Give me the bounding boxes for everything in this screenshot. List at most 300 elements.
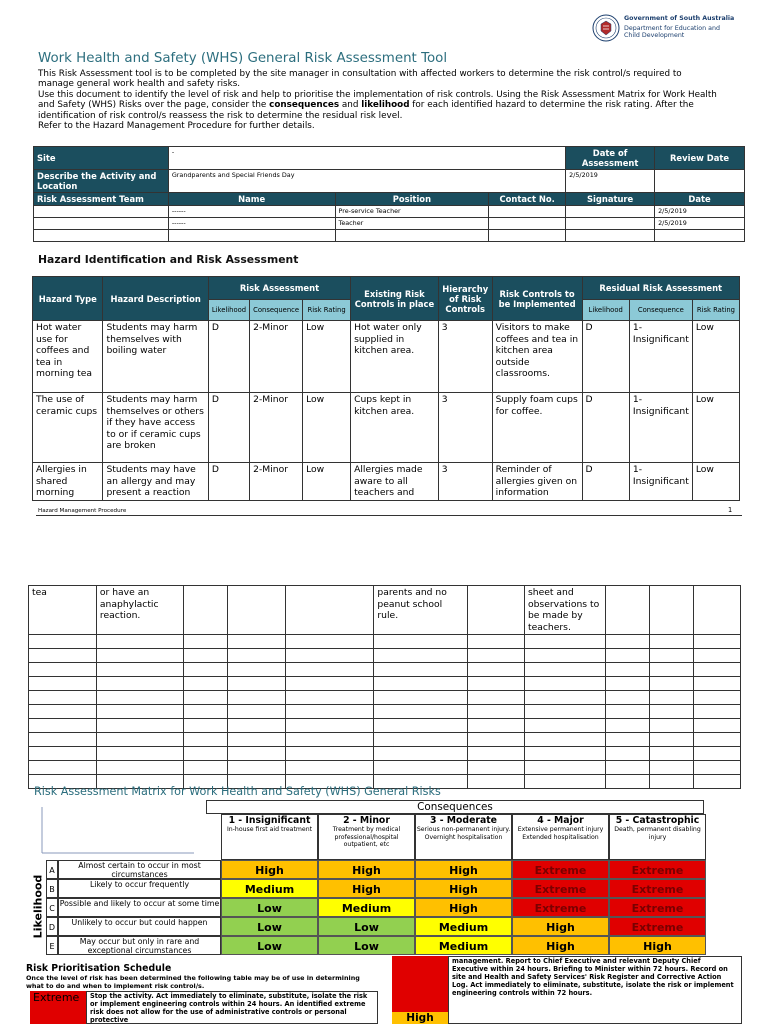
empty-cell[interactable] — [29, 663, 97, 677]
likelihood-row — [46, 936, 706, 955]
empty-cell[interactable] — [468, 705, 525, 719]
empty-cell[interactable] — [693, 719, 740, 733]
empty-cell[interactable] — [184, 719, 227, 733]
risk-level-cell: High — [415, 879, 512, 898]
empty-cell[interactable] — [374, 761, 468, 775]
empty-cell[interactable] — [605, 733, 649, 747]
hazard-description[interactable]: Students may harm themselves or others if they have access to or if ceramic cups are broken — [103, 393, 208, 463]
hazard-description[interactable]: or have an anaphylactic reaction. — [96, 586, 183, 635]
hazard-table — [32, 276, 740, 501]
empty-cell[interactable] — [605, 775, 649, 789]
empty-cell[interactable] — [227, 733, 286, 747]
empty-cell[interactable] — [649, 775, 693, 789]
empty-cell[interactable] — [96, 677, 183, 691]
consequence-title: 5 - Catastrophic — [615, 815, 700, 826]
team-contact[interactable] — [489, 206, 566, 218]
risk-level-cell: High — [512, 936, 609, 955]
empty-cell[interactable] — [693, 775, 740, 789]
hierarchy[interactable] — [468, 586, 525, 635]
empty-cell[interactable] — [649, 733, 693, 747]
empty-cell[interactable] — [468, 663, 525, 677]
consequence-title: 2 - Minor — [343, 815, 390, 826]
intro-consequences: consequences — [269, 100, 340, 111]
hazard-description[interactable]: Students may have an allergy and may present a reaction — [103, 463, 208, 501]
hierarchy[interactable]: 3 — [438, 321, 492, 393]
empty-cell[interactable] — [96, 691, 183, 705]
empty-cell[interactable] — [374, 705, 468, 719]
empty-cell[interactable] — [227, 635, 286, 649]
empty-cell[interactable] — [184, 733, 227, 747]
residual-risk-rating[interactable]: Low — [692, 393, 739, 463]
consequences-header: Consequences — [206, 800, 704, 814]
empty-cell[interactable] — [374, 719, 468, 733]
empty-cell[interactable] — [524, 761, 605, 775]
empty-cell[interactable] — [184, 635, 227, 649]
empty-row — [29, 663, 741, 677]
risk-rating[interactable]: Low — [303, 463, 351, 501]
residual-likelihood[interactable] — [605, 586, 649, 635]
consequence-column — [609, 814, 706, 860]
team-signature[interactable] — [566, 230, 655, 242]
empty-cell[interactable] — [184, 677, 227, 691]
empty-cell[interactable] — [649, 719, 693, 733]
risk-level-cell: Extreme — [609, 879, 706, 898]
team-position[interactable]: Pre-service Teacher — [335, 206, 489, 218]
gov-line: Government of South Australia — [624, 15, 735, 22]
team-row — [34, 206, 745, 218]
likelihood-description: Unlikely to occur but could happen — [58, 917, 221, 936]
hazard-type[interactable]: tea — [29, 586, 97, 635]
empty-cell[interactable] — [96, 733, 183, 747]
footer-page-number: 1 — [728, 506, 733, 514]
empty-cell[interactable] — [374, 677, 468, 691]
empty-cell[interactable] — [29, 705, 97, 719]
risk-rating[interactable] — [286, 586, 374, 635]
consequence[interactable]: 2-Minor — [250, 463, 303, 501]
empty-cell[interactable] — [96, 761, 183, 775]
col-date: Date — [655, 193, 745, 206]
prioritisation-title: Risk Prioritisation Schedule — [26, 963, 172, 974]
empty-cell[interactable] — [693, 691, 740, 705]
empty-cell[interactable] — [227, 677, 286, 691]
likelihood-letter: C — [46, 898, 58, 917]
col-hazard-description: Hazard Description — [103, 277, 208, 321]
residual-likelihood[interactable]: D — [582, 321, 629, 393]
sub-residual-likelihood: Likelihood — [582, 300, 629, 321]
likelihood[interactable]: D — [208, 321, 249, 393]
empty-cell[interactable] — [184, 761, 227, 775]
empty-cell[interactable] — [29, 691, 97, 705]
empty-cell[interactable] — [468, 761, 525, 775]
empty-cell[interactable] — [649, 663, 693, 677]
empty-row — [29, 761, 741, 775]
dept-line-2: Child Development — [624, 32, 685, 39]
empty-cell[interactable] — [286, 719, 374, 733]
likelihood-label: Likelihood — [31, 874, 45, 939]
empty-cell[interactable] — [605, 747, 649, 761]
col-residual-risk: Residual Risk Assessment — [582, 277, 739, 300]
risk-level-cell: Low — [318, 936, 415, 955]
empty-cell[interactable] — [605, 691, 649, 705]
consequence-column — [415, 814, 512, 860]
likelihood[interactable]: D — [208, 393, 249, 463]
risk-level-cell: Extreme — [512, 879, 609, 898]
residual-consequence[interactable] — [649, 586, 693, 635]
empty-cell[interactable] — [693, 635, 740, 649]
empty-cell[interactable] — [286, 733, 374, 747]
empty-cell[interactable] — [184, 649, 227, 663]
sub-likelihood: Likelihood — [208, 300, 249, 321]
extreme-action-text: Stop the activity. Act immediately to eliminate, substitute, isolate the risk or implement engineering controls within 24 hours. An identified extreme risk does not allow for the use of administrative controls or personal protective — [86, 991, 378, 1024]
empty-cell[interactable] — [693, 733, 740, 747]
empty-cell[interactable] — [649, 747, 693, 761]
likelihood-description: Possible and likely to occur at some time — [58, 898, 221, 917]
empty-cell[interactable] — [374, 747, 468, 761]
likelihood-axis-label — [30, 861, 46, 955]
empty-cell[interactable] — [96, 719, 183, 733]
empty-cell[interactable] — [649, 691, 693, 705]
likelihood-letter: D — [46, 917, 58, 936]
risk-level-cell: High — [318, 860, 415, 879]
high-label: High — [392, 1012, 448, 1024]
site-details-table — [33, 146, 745, 242]
assessment-date-value[interactable]: 2/5/2019 — [566, 170, 655, 193]
hierarchy[interactable]: 3 — [438, 393, 492, 463]
review-date-value[interactable] — [655, 170, 745, 193]
empty-cell[interactable] — [524, 719, 605, 733]
risk-level-cell: Extreme — [609, 898, 706, 917]
site-value[interactable]: - — [168, 147, 565, 170]
likelihood-row — [46, 898, 706, 917]
risk-level-cell: Extreme — [609, 860, 706, 879]
risk-level-cell: Low — [221, 936, 318, 955]
risk-level-cell: High — [415, 898, 512, 917]
empty-cell[interactable] — [468, 719, 525, 733]
activity-value[interactable]: Grandparents and Special Friends Day — [168, 170, 565, 193]
empty-cell[interactable] — [286, 747, 374, 761]
intro-p2-a: Use this document to identify the level of risk and help to prioritise the implementation of risk controls. Using the Risk Assessment Matrix for Work Health and Safety (WHS) Risks over the page, consider the — [38, 89, 717, 111]
team-spacer — [34, 206, 169, 218]
empty-cell[interactable] — [649, 635, 693, 649]
consequence-column — [512, 814, 609, 860]
consequence-description: Treatment by medical professional/hospital outpatient, etc — [332, 826, 401, 849]
empty-row — [29, 635, 741, 649]
consequence[interactable]: 2-Minor — [250, 393, 303, 463]
controls-to-implement[interactable]: Supply foam cups for coffee. — [492, 393, 582, 463]
col-contact: Contact No. — [489, 193, 566, 206]
residual-risk-rating[interactable]: Low — [692, 321, 739, 393]
hazard-row — [33, 463, 740, 501]
empty-cell[interactable] — [524, 677, 605, 691]
empty-row — [29, 677, 741, 691]
team-date[interactable]: 2/5/2019 — [655, 218, 745, 230]
dept-line-1: Department for Education and — [624, 25, 720, 32]
empty-cell[interactable] — [524, 705, 605, 719]
likelihood[interactable]: D — [208, 463, 249, 501]
empty-cell[interactable] — [286, 649, 374, 663]
likelihood-description: Almost certain to occur in most circumstances — [58, 860, 221, 879]
empty-cell[interactable] — [29, 747, 97, 761]
controls-to-implement[interactable]: Reminder of allergies given on information — [492, 463, 582, 501]
empty-cell[interactable] — [29, 677, 97, 691]
empty-cell[interactable] — [649, 677, 693, 691]
hazard-description[interactable]: Students may harm themselves with boiling water — [103, 321, 208, 393]
risk-level-cell: High — [609, 936, 706, 955]
likelihood-row — [46, 860, 706, 879]
empty-cell[interactable] — [468, 775, 525, 789]
empty-cell[interactable] — [286, 663, 374, 677]
sub-risk-rating: Risk Rating — [303, 300, 351, 321]
risk-level-cell: Medium — [415, 917, 512, 936]
empty-cell[interactable] — [468, 677, 525, 691]
likelihood-letter: A — [46, 860, 58, 879]
empty-cell[interactable] — [96, 663, 183, 677]
empty-cell[interactable] — [524, 663, 605, 677]
empty-cell[interactable] — [649, 705, 693, 719]
site-label: Site — [34, 147, 169, 170]
consequence-description: Serious non-permanent injury. Overnight hospitalisation — [416, 826, 511, 841]
team-spacer — [34, 230, 169, 242]
risk-level-cell: Medium — [221, 879, 318, 898]
empty-cell[interactable] — [524, 635, 605, 649]
intro-p1: This Risk Assessment tool is to be completed by the site manager in consultation with affected workers to determine the risk control/s required to manage general work health and safety risks. — [38, 69, 682, 90]
existing-controls[interactable]: Cups kept in kitchen area. — [351, 393, 439, 463]
review-date-label: Review Date — [655, 147, 745, 170]
empty-cell[interactable] — [227, 747, 286, 761]
empty-cell[interactable] — [374, 649, 468, 663]
intro-text — [38, 69, 718, 131]
empty-row — [29, 747, 741, 761]
likelihood-description: May occur but only in rare and exceptional circumstances — [58, 936, 221, 955]
empty-cell[interactable] — [468, 747, 525, 761]
team-row — [34, 230, 745, 242]
empty-cell[interactable] — [184, 663, 227, 677]
empty-cell[interactable] — [605, 705, 649, 719]
extreme-reporting-text: management. Report to Chief Executive and relevant Deputy Chief Executive within 24 hours. Briefing to Minister within 72 hours. Record on site and Health and Safety Services' Risk Register and Corrective Action Log. Act immediately to eliminate, substitute, isolate the risk or implement engineering controls within 72 hours. — [448, 956, 742, 1024]
residual-likelihood[interactable]: D — [582, 393, 629, 463]
empty-cell[interactable] — [227, 761, 286, 775]
empty-cell[interactable] — [184, 705, 227, 719]
empty-cell[interactable] — [374, 691, 468, 705]
residual-consequence[interactable]: 1-Insignificant — [629, 393, 692, 463]
col-controls-to-implement: Risk Controls to be Implemented — [492, 277, 582, 321]
empty-cell[interactable] — [693, 761, 740, 775]
col-position: Position — [335, 193, 489, 206]
sub-consequence: Consequence — [250, 300, 303, 321]
empty-cell[interactable] — [468, 691, 525, 705]
col-hierarchy: Hierarchy of Risk Controls — [438, 277, 492, 321]
page-title: Work Health and Safety (WHS) General Risk Assessment Tool — [38, 51, 448, 66]
residual-risk-rating[interactable]: Low — [692, 463, 739, 501]
empty-cell[interactable] — [605, 719, 649, 733]
empty-cell[interactable] — [96, 705, 183, 719]
hazard-type[interactable]: Hot water use for coffees and tea in morning tea — [33, 321, 103, 393]
empty-cell[interactable] — [693, 649, 740, 663]
team-label: Risk Assessment Team — [34, 193, 169, 206]
risk-level-cell: High — [221, 860, 318, 879]
residual-likelihood[interactable]: D — [582, 463, 629, 501]
col-name: Name — [168, 193, 335, 206]
empty-row — [29, 719, 741, 733]
empty-cell[interactable] — [286, 691, 374, 705]
consequence-column — [221, 814, 318, 860]
empty-cell[interactable] — [374, 663, 468, 677]
empty-cell[interactable] — [286, 635, 374, 649]
team-name[interactable] — [168, 230, 335, 242]
hierarchy[interactable]: 3 — [438, 463, 492, 501]
intro-p2-e: for each identified hazard to determine the risk rating. After the identification of risk control/s reassess the risk to determine the residual risk level. — [38, 100, 694, 121]
residual-consequence[interactable]: 1-Insignificant — [629, 463, 692, 501]
empty-cell[interactable] — [96, 649, 183, 663]
team-signature[interactable] — [566, 218, 655, 230]
extreme-colour-block — [392, 956, 448, 1012]
likelihood-description: Likely to occur frequently — [58, 879, 221, 898]
empty-cell[interactable] — [693, 663, 740, 677]
hazard-row — [29, 586, 741, 635]
intro-likelihood: likelihood — [361, 100, 410, 111]
empty-row — [29, 649, 741, 663]
empty-cell[interactable] — [286, 677, 374, 691]
risk-level-cell: Extreme — [512, 898, 609, 917]
team-name[interactable]: ------ — [168, 206, 335, 218]
col-existing-controls: Existing Risk Controls in place — [351, 277, 439, 321]
empty-cell[interactable] — [649, 761, 693, 775]
risk-level-cell: Low — [221, 898, 318, 917]
empty-cell[interactable] — [96, 635, 183, 649]
existing-controls[interactable]: parents and no peanut school rule. — [374, 586, 468, 635]
consequence-description: Death, permanent disabling injury — [614, 826, 701, 841]
empty-cell[interactable] — [286, 761, 374, 775]
empty-cell[interactable] — [184, 747, 227, 761]
empty-cell[interactable] — [524, 747, 605, 761]
empty-cell[interactable] — [693, 677, 740, 691]
empty-cell[interactable] — [29, 649, 97, 663]
empty-cell[interactable] — [524, 691, 605, 705]
team-name[interactable]: ------ — [168, 218, 335, 230]
hazard-heading: Hazard Identification and Risk Assessment — [38, 253, 299, 266]
empty-cell[interactable] — [227, 705, 286, 719]
empty-cell[interactable] — [605, 761, 649, 775]
empty-cell[interactable] — [605, 649, 649, 663]
likelihood-row — [46, 917, 706, 936]
team-contact[interactable] — [489, 230, 566, 242]
likelihood[interactable] — [184, 586, 227, 635]
controls-to-implement[interactable]: Visitors to make coffees and tea in kitchen area outside classrooms. — [492, 321, 582, 393]
empty-cell[interactable] — [524, 649, 605, 663]
sub-residual-consequence: Consequence — [629, 300, 692, 321]
consequence[interactable]: 2-Minor — [250, 321, 303, 393]
risk-rating[interactable]: Low — [303, 321, 351, 393]
empty-cell[interactable] — [468, 649, 525, 663]
col-risk-assessment: Risk Assessment — [208, 277, 350, 300]
empty-cell[interactable] — [605, 663, 649, 677]
col-hazard-type: Hazard Type — [33, 277, 103, 321]
empty-cell[interactable] — [227, 719, 286, 733]
empty-cell[interactable] — [374, 635, 468, 649]
team-position[interactable]: Teacher — [335, 218, 489, 230]
team-spacer — [34, 218, 169, 230]
empty-cell[interactable] — [693, 705, 740, 719]
empty-cell[interactable] — [96, 747, 183, 761]
date-of-assessment-label: Date of Assessment — [566, 147, 655, 170]
empty-cell[interactable] — [29, 761, 97, 775]
empty-cell[interactable] — [227, 691, 286, 705]
intro-p2 — [38, 90, 718, 121]
existing-controls[interactable]: Allergies made aware to all teachers and — [351, 463, 439, 501]
risk-level-cell: High — [415, 860, 512, 879]
team-date[interactable] — [655, 230, 745, 242]
empty-cell[interactable] — [649, 649, 693, 663]
empty-cell[interactable] — [468, 635, 525, 649]
residual-consequence[interactable]: 1-Insignificant — [629, 321, 692, 393]
empty-row — [29, 705, 741, 719]
empty-cell[interactable] — [286, 705, 374, 719]
residual-risk-rating[interactable] — [693, 586, 740, 635]
likelihood-letter: E — [46, 936, 58, 955]
sub-residual-risk-rating: Risk Rating — [692, 300, 739, 321]
controls-to-implement[interactable]: sheet and observations to be made by teachers. — [524, 586, 605, 635]
risk-level-cell: Medium — [318, 898, 415, 917]
empty-cell[interactable] — [184, 691, 227, 705]
team-contact[interactable] — [489, 218, 566, 230]
empty-cell[interactable] — [605, 677, 649, 691]
risk-rating[interactable]: Low — [303, 393, 351, 463]
risk-level-cell: Medium — [415, 936, 512, 955]
empty-cell[interactable] — [227, 649, 286, 663]
empty-cell[interactable] — [227, 663, 286, 677]
empty-cell[interactable] — [605, 635, 649, 649]
empty-cell[interactable] — [374, 733, 468, 747]
consequence[interactable] — [227, 586, 286, 635]
government-logo — [592, 14, 742, 44]
consequence-title: 3 - Moderate — [429, 815, 497, 826]
activity-label: Describe the Activity and Location — [34, 170, 169, 193]
team-signature[interactable] — [566, 206, 655, 218]
risk-level-cell: Extreme — [609, 917, 706, 936]
existing-controls[interactable]: Hot water only supplied in kitchen area. — [351, 321, 439, 393]
extreme-label: Extreme — [30, 991, 86, 1024]
empty-cell[interactable] — [29, 635, 97, 649]
consequence-description: In-house first aid treatment — [226, 826, 313, 833]
team-row — [34, 218, 745, 230]
hazard-table-continued — [28, 585, 741, 789]
empty-cell[interactable] — [29, 733, 97, 747]
consequence-title: 1 - Insignificant — [228, 815, 311, 826]
risk-level-cell: High — [512, 917, 609, 936]
intro-p2-c: and — [339, 100, 362, 111]
matrix-heading: Risk Assessment Matrix for Work Health and Safety (WHS) General Risks — [34, 785, 441, 798]
team-position[interactable] — [335, 230, 489, 242]
consequence-description: Extensive permanent injury Extended hospitalisation — [517, 826, 604, 841]
sa-government-crest-icon — [592, 14, 620, 42]
team-date[interactable]: 2/5/2019 — [655, 206, 745, 218]
empty-cell[interactable] — [524, 775, 605, 789]
risk-level-cell: Low — [318, 917, 415, 936]
hazard-type[interactable]: Allergies in shared morning — [33, 463, 103, 501]
empty-cell[interactable] — [693, 747, 740, 761]
empty-cell[interactable] — [524, 733, 605, 747]
empty-cell[interactable] — [29, 719, 97, 733]
prioritisation-subtitle: Once the level of risk has been determined the following table may be of use in determining what to do and when to implement risk control/s. — [26, 974, 360, 990]
empty-cell[interactable] — [468, 733, 525, 747]
hazard-row — [33, 321, 740, 393]
likelihood-letter: B — [46, 879, 58, 898]
consequence-title: 4 - Major — [537, 815, 584, 826]
likelihood-row — [46, 879, 706, 898]
hazard-type[interactable]: The use of ceramic cups — [33, 393, 103, 463]
intro-p3: Refer to the Hazard Management Procedure for further details. — [38, 121, 315, 132]
empty-row — [29, 733, 741, 747]
